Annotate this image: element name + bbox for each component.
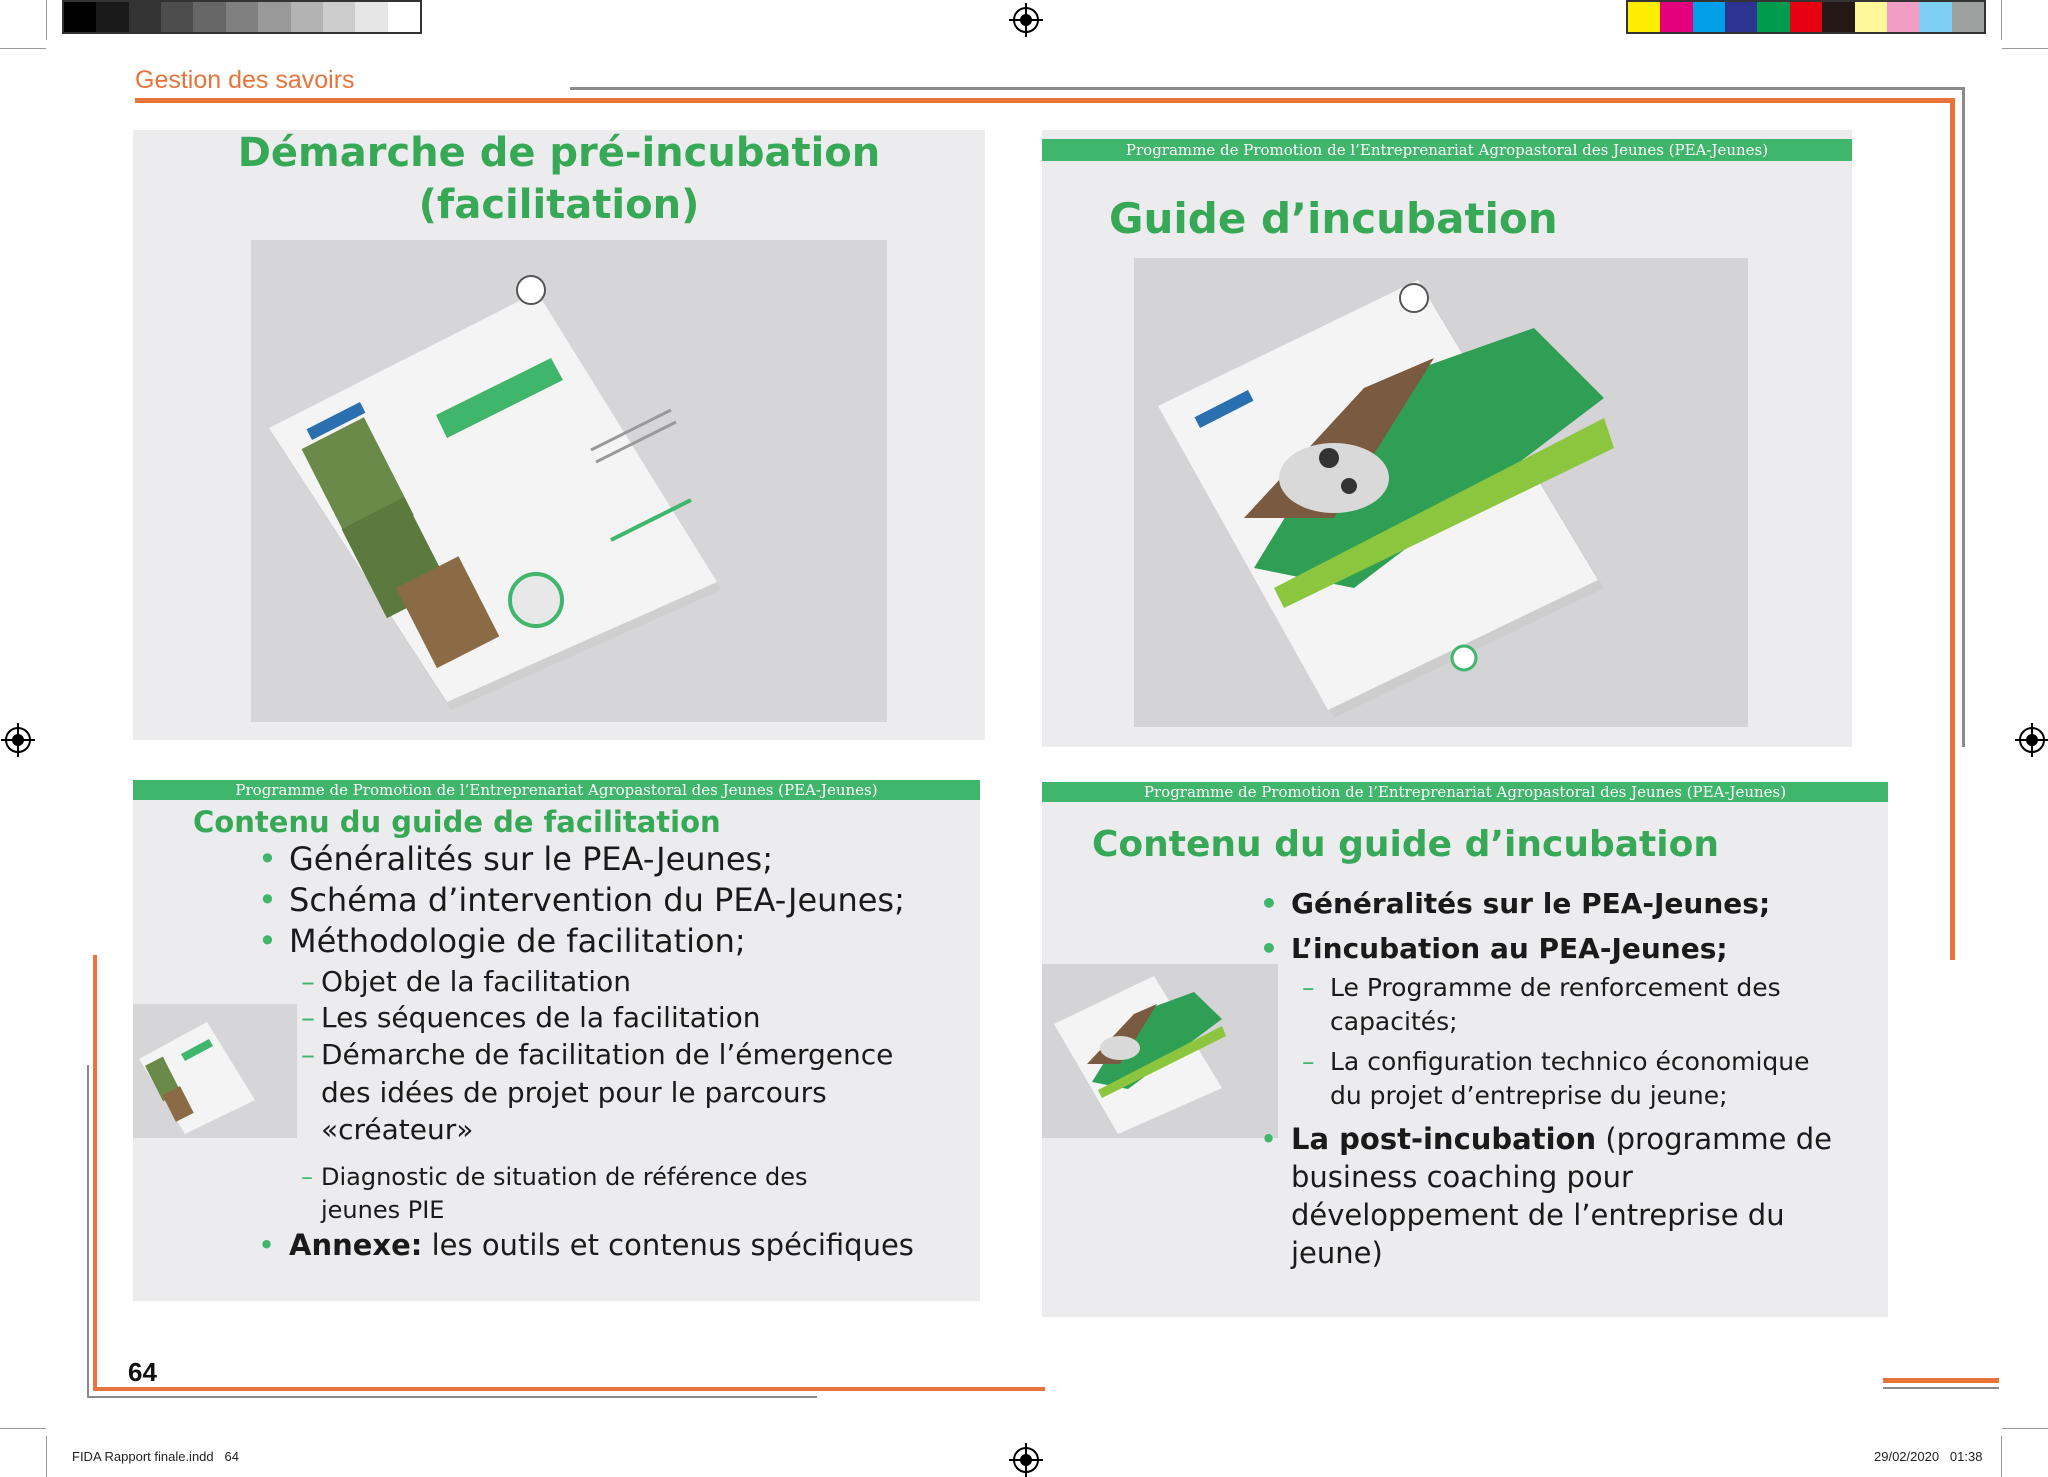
footer-rule-gray: [87, 1396, 817, 1398]
color-bar: [1626, 0, 1986, 34]
brochure-incubation-image: [1134, 258, 1748, 727]
slide-pre-incubation: [133, 130, 985, 740]
header-rule-orange: [135, 98, 1955, 103]
slide-title: Contenu du guide d’incubation: [1092, 824, 1719, 865]
brochure-facilitation-image: [251, 240, 887, 722]
bullet-text: (programme de: [1596, 1122, 1832, 1156]
slide-title-line1: Démarche de pré-incubation: [237, 130, 881, 176]
slide-guide-incubation: [1042, 130, 1852, 747]
registration-mark-icon: [1013, 7, 1039, 33]
slide-title: Contenu du guide de facilitation: [193, 805, 721, 839]
slide-title: Guide d’incubation: [1109, 194, 1558, 243]
right-rule-orange: [1950, 98, 1955, 960]
sub-bullet-continuation: des idées de projet pour le parcours: [321, 1076, 827, 1109]
left-rule-orange: [93, 955, 97, 1391]
registration-mark-icon: [5, 727, 31, 753]
program-band: Programme de Promotion de l’Entreprenariat Agropastoral des Jeunes (PEA-Jeunes): [1042, 782, 1888, 802]
footer-rule-orange: [93, 1387, 1045, 1391]
bullet-text: les outils et contenus spécifiques: [422, 1228, 914, 1262]
crop-mark: [2002, 1428, 2048, 1429]
sub-bullet-continuation: «créateur»: [321, 1113, 474, 1146]
grayscale-bar: [62, 0, 422, 34]
crop-mark: [0, 1428, 46, 1429]
program-band: Programme de Promotion de l’Entreprenariat Agropastoral des Jeunes (PEA-Jeunes): [1042, 139, 1852, 161]
timestamp: 29/02/2020 01:38: [1874, 1449, 1983, 1464]
sub-bullet-continuation: jeunes PIE: [321, 1196, 445, 1224]
crop-mark: [2002, 48, 2048, 49]
slide-contenu-incubation: Programme de Promotion de l’Entreprenariat Agropastoral des Jeunes (PEA-Jeunes) Contenu du guide d’incubation • Généralités sur le PEA-Jeunes; • L’incubation au PEA-Jeunes; – Le Programme de renforcement des capacités; – La configuration technico économique du projet d’entreprise du jeune; • La post-incubation (programme de business coaching pour développement de l’entreprise du jeune): [1042, 782, 1888, 1317]
brochure-thumbnail-image: [133, 1004, 297, 1138]
section-title: Gestion des savoirs: [135, 66, 355, 94]
slide-contenu-facilitation: Programme de Promotion de l’Entreprenariat Agropastoral des Jeunes (PEA-Jeunes) Contenu du guide de facilitation • Généralités sur le PEA-Jeunes; • Schéma d’intervention du PEA-Jeunes; • Méthodologie de facilitation; – Objet de la facilitation – Les séquences de la facilitation – Démarche de facilitation de l’émergence des idées de projet pour le parcours «créateur» – Diagnostic de situation de référence des jeunes PIE • Annexe: les outils et contenus spécifiques: [133, 780, 980, 1301]
page-number: 64: [128, 1357, 157, 1387]
right-rule-gray: [1962, 87, 1965, 747]
bullet-continuation: jeune): [1291, 1236, 1383, 1270]
sub-bullet-continuation: du projet d’entreprise du jeune;: [1330, 1081, 1728, 1110]
registration-mark-icon: [1013, 1447, 1039, 1473]
left-rule-gray: [87, 1065, 89, 1398]
crop-mark: [46, 0, 47, 40]
bullet-bold: La post-incubation: [1291, 1122, 1597, 1156]
header-rule-gray: [570, 87, 1965, 90]
brochure-thumbnail-image: [1042, 964, 1278, 1138]
file-name: FIDA Rapport finale.indd 64: [72, 1449, 239, 1464]
slide-title-line2: (facilitation): [418, 182, 700, 228]
crop-mark: [46, 1436, 47, 1477]
footer-right-rule-orange: [1883, 1378, 1999, 1383]
bullet-bold: Annexe:: [289, 1228, 423, 1262]
registration-mark-icon: [2019, 727, 2045, 753]
crop-mark: [2001, 0, 2002, 40]
bullet-continuation: développement de l’entreprise du: [1291, 1198, 1785, 1232]
footer-right-rule-gray: [1883, 1387, 1999, 1389]
crop-mark: [0, 48, 46, 49]
bullet-continuation: business coaching pour: [1291, 1160, 1633, 1194]
sub-bullet-continuation: capacités;: [1330, 1007, 1458, 1036]
crop-mark: [2001, 1436, 2002, 1477]
program-band: Programme de Promotion de l’Entreprenariat Agropastoral des Jeunes (PEA-Jeunes): [133, 780, 980, 800]
